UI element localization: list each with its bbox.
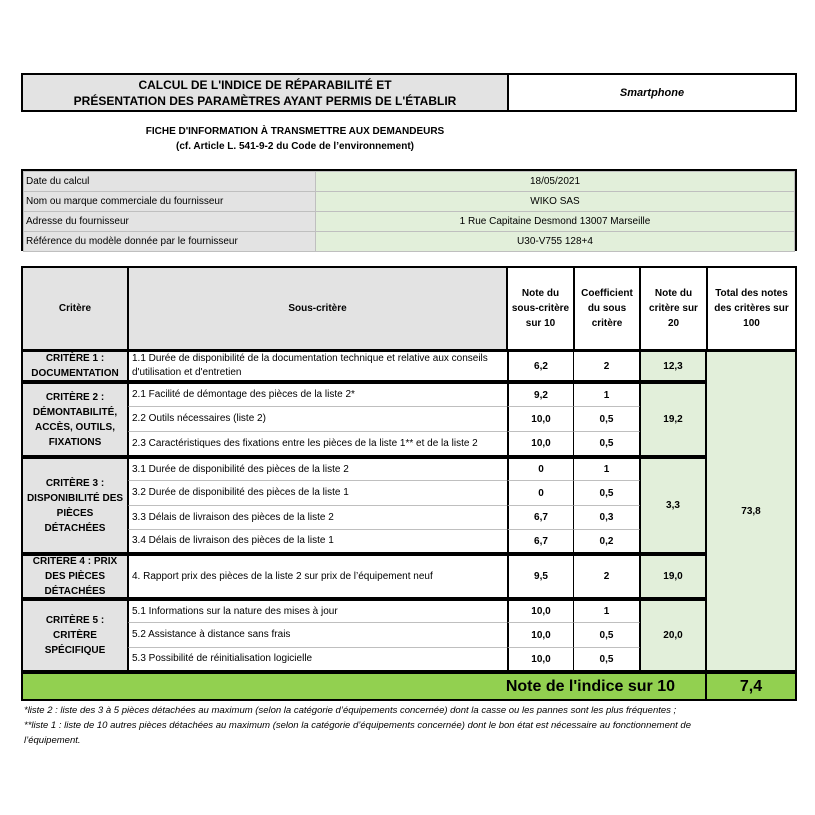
- header-sous-critere: Sous-critère: [128, 266, 507, 350]
- sub-criterion-label: 5.3 Possibilité de réinitialisation logicielle: [128, 648, 507, 672]
- info-row: [24, 172, 795, 192]
- criterion-score: 19,0: [640, 554, 707, 599]
- sub-criterion-note: 10,0: [507, 648, 574, 672]
- criterion-score: 20,0: [640, 599, 707, 672]
- criterion-score: 19,2: [640, 382, 707, 457]
- info-label: Date du calcul: [24, 172, 316, 192]
- final-score: 7,4: [707, 672, 797, 701]
- sub-criterion-note: 10,0: [507, 623, 574, 648]
- criterion-name: CRITÈRE 2 : DÉMONTABILITÉ, ACCÈS, OUTILS, FIXATIONS: [21, 382, 128, 457]
- footnotes: [24, 703, 794, 748]
- sub-criterion-coef: 0,5: [574, 648, 640, 672]
- sub-criterion-note: 0: [507, 481, 574, 506]
- criterion-name: CRITÈRE 5 : CRITÈRE SPÉCIFIQUE: [21, 599, 128, 672]
- subtitle-line1: FICHE D'INFORMATION À TRANSMETTRE AUX DEMANDEURS: [145, 126, 445, 137]
- sub-criterion-label: 2.1 Facilité de démontage des pièces de la liste 2*: [128, 382, 507, 407]
- sub-criterion-coef: 0,2: [574, 530, 640, 554]
- info-value: 18/05/2021: [316, 172, 795, 192]
- sub-criterion-coef: 2: [574, 350, 640, 382]
- header-note-sous-critere: Note du sous-critère sur 10: [507, 266, 574, 350]
- info-value: WIKO SAS: [316, 192, 795, 212]
- footnote-list1: **liste 1 : liste de 10 autres pièces détachées au maximum (selon la catégorie d’équipements concernée) dont le bon état est nécessaire au fonctionnement de: [24, 720, 691, 731]
- subtitle: [120, 124, 470, 154]
- criterion-name: CRITÈRE 1 : DOCUMENTATION: [21, 350, 128, 382]
- sub-criterion-coef: 0,5: [574, 432, 640, 457]
- header-total: Total des notes des critères sur 100: [707, 266, 797, 350]
- criterion-name: CRITÈRE 4 : PRIX DES PIÈCES DÉTACHÉES: [21, 554, 128, 599]
- footnote-list1-cont: l’équipement.: [24, 735, 81, 746]
- sub-criterion-label: 2.2 Outils nécessaires (liste 2): [128, 407, 507, 432]
- sub-criterion-label: 3.3 Délais de livraison des pièces de la liste 2: [128, 506, 507, 530]
- sub-criterion-note: 10,0: [507, 407, 574, 432]
- sub-criterion-coef: 0,5: [574, 623, 640, 648]
- info-label: Référence du modèle donnée par le fournisseur: [24, 232, 316, 252]
- sub-criterion-label: 3.2 Durée de disponibilité des pièces de la liste 1: [128, 481, 507, 506]
- product-type: Smartphone: [507, 73, 797, 112]
- sub-criterion-label: 5.1 Informations sur la nature des mises à jour: [128, 599, 507, 623]
- sub-criterion-coef: 1: [574, 599, 640, 623]
- sub-criterion-note: 9,2: [507, 382, 574, 407]
- sub-criterion-label: 5.2 Assistance à distance sans frais: [128, 623, 507, 648]
- header-coefficient: Coefficient du sous critère: [574, 266, 640, 350]
- criterion-name: CRITÈRE 3 : DISPONIBILITÉ DES PIÈCES DÉTACHÉES: [21, 457, 128, 554]
- sub-criterion-note: 6,7: [507, 530, 574, 554]
- sub-criterion-coef: 1: [574, 382, 640, 407]
- info-value: 1 Rue Capitaine Desmond 13007 Marseille: [316, 212, 795, 232]
- sub-criterion-label: 4. Rapport prix des pièces de la liste 2 sur prix de l’équipement neuf: [128, 554, 507, 599]
- sub-criterion-note: 10,0: [507, 432, 574, 457]
- info-row: [24, 232, 795, 252]
- info-table: [21, 169, 797, 251]
- header-critere: Critère: [21, 266, 128, 350]
- sub-criterion-label: 3.1 Durée de disponibilité des pièces de la liste 2: [128, 457, 507, 481]
- info-row: [24, 192, 795, 212]
- total-score: 73,8: [707, 350, 797, 672]
- info-value: U30-V755 128+4: [316, 232, 795, 252]
- sub-criterion-label: 2.3 Caractéristiques des fixations entre les pièces de la liste 1** et de la liste 2: [128, 432, 507, 457]
- info-label: Nom ou marque commerciale du fournisseur: [24, 192, 316, 212]
- footnote-list2: *liste 2 : liste des 3 à 5 pièces détachées au maximum (selon la catégorie d’équipements concernée) dont la casse ou les pannes sont les plus fréquentes ;: [24, 705, 677, 716]
- sub-criterion-coef: 2: [574, 554, 640, 599]
- criterion-score: 12,3: [640, 350, 707, 382]
- criterion-score: 3,3: [640, 457, 707, 554]
- header-title: [21, 73, 507, 112]
- header-title-line1: CALCUL DE L'INDICE DE RÉPARABILITÉ ET: [138, 77, 392, 92]
- sub-criterion-note: 6,7: [507, 506, 574, 530]
- info-label: Adresse du fournisseur: [24, 212, 316, 232]
- sub-criterion-coef: 1: [574, 457, 640, 481]
- sub-criterion-coef: 0,3: [574, 506, 640, 530]
- sub-criterion-note: 10,0: [507, 599, 574, 623]
- header-title-line2: PRÉSENTATION DES PARAMÈTRES AYANT PERMIS DE L'ÉTABLIR: [73, 93, 457, 108]
- final-label: Note de l'indice sur 10: [21, 672, 707, 701]
- sub-criterion-note: 0: [507, 457, 574, 481]
- sub-criterion-coef: 0,5: [574, 407, 640, 432]
- header-note-critere: Note du critère sur 20: [640, 266, 707, 350]
- info-row: [24, 212, 795, 232]
- sub-criterion-label: 3.4 Délais de livraison des pièces de la liste 1: [128, 530, 507, 554]
- sub-criterion-label: 1.1 Durée de disponibilité de la documentation technique et relative aux conseils d'utilisation et d'entretien: [128, 350, 507, 382]
- sub-criterion-note: 9,5: [507, 554, 574, 599]
- sub-criterion-note: 6,2: [507, 350, 574, 382]
- subtitle-line2: (cf. Article L. 541-9-2 du Code de l’environnement): [175, 141, 414, 152]
- sub-criterion-coef: 0,5: [574, 481, 640, 506]
